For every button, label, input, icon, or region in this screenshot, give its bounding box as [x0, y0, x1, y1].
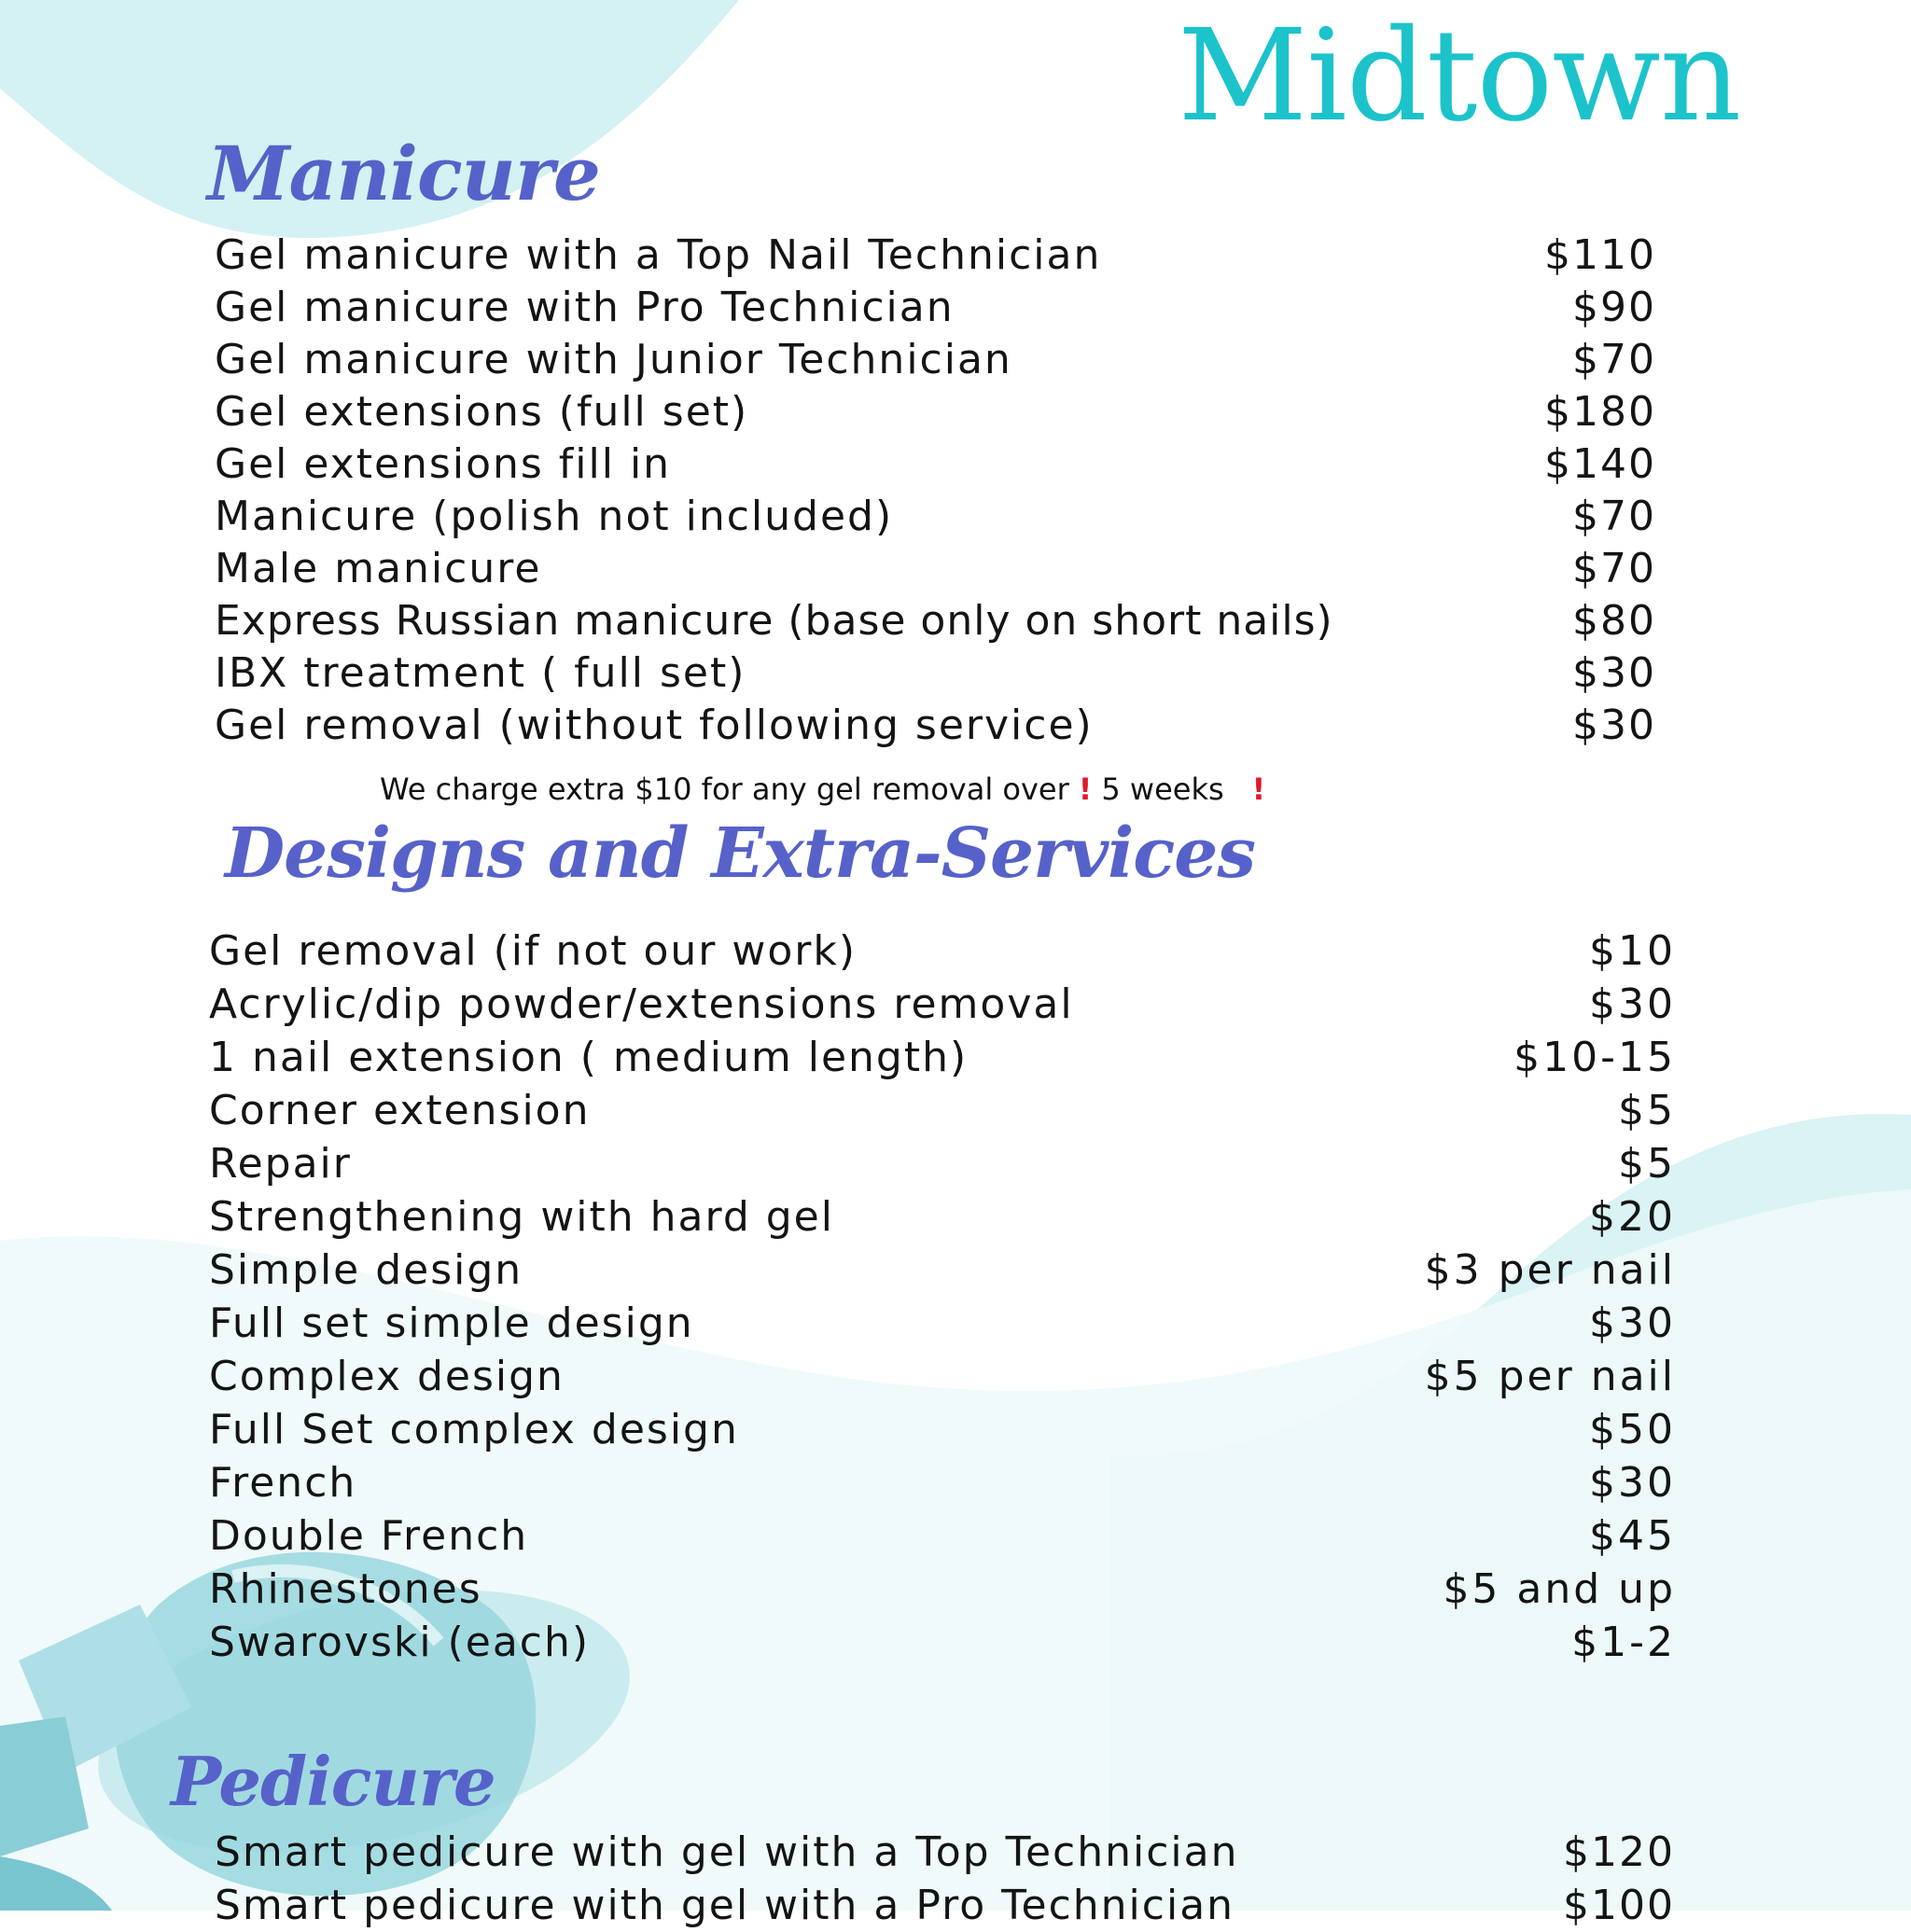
service-name: IBX treatment ( full set)	[215, 649, 746, 697]
list-item	[209, 1351, 1676, 1403]
service-price: $80	[1572, 597, 1656, 645]
pedicure-heading: Pedicure	[171, 1742, 495, 1821]
list-item	[215, 647, 1656, 700]
list-item	[215, 700, 1656, 752]
service-price: $5	[1618, 1087, 1676, 1134]
service-name: Double French	[209, 1512, 529, 1560]
service-price: $20	[1589, 1193, 1676, 1241]
list-item	[209, 1298, 1676, 1350]
list-item	[209, 1617, 1676, 1669]
manicure-heading: Manicure	[207, 130, 600, 217]
service-price: $1-2	[1571, 1619, 1676, 1666]
service-name: Corner extension	[209, 1087, 591, 1134]
service-price: $100	[1563, 1882, 1675, 1929]
service-price: $30	[1589, 1300, 1676, 1347]
list-item	[209, 1138, 1676, 1190]
service-name: Strengthening with hard gel	[209, 1193, 834, 1241]
list-item	[215, 438, 1656, 491]
service-name: Smart pedicure with gel with a Top Technician	[215, 1828, 1239, 1876]
service-name: Gel removal (without following service)	[215, 702, 1094, 749]
designs-heading: Designs and Extra-Services	[225, 813, 1256, 894]
service-name: Gel extensions (full set)	[215, 388, 749, 436]
service-price: $180	[1544, 388, 1656, 436]
service-price: $45	[1589, 1512, 1676, 1560]
note-text: We charge extra $10 for any gel removal over	[380, 771, 1069, 807]
exclamation-icon: !	[1251, 771, 1266, 807]
service-price: $30	[1572, 702, 1656, 749]
service-price: $30	[1572, 649, 1656, 697]
service-name: Gel manicure with Junior Technician	[215, 336, 1012, 383]
service-name: Smart pedicure with gel with a Pro Technician	[215, 1882, 1235, 1929]
service-name: Gel extensions fill in	[215, 440, 672, 488]
service-name: French	[209, 1459, 357, 1507]
exclamation-icon: !	[1078, 771, 1093, 807]
service-price: $140	[1544, 440, 1656, 488]
list-item	[209, 1457, 1676, 1509]
list-item	[209, 1191, 1676, 1244]
service-price: $110	[1544, 231, 1656, 279]
service-price: $120	[1563, 1828, 1675, 1876]
service-name: Repair	[209, 1140, 352, 1188]
list-item	[215, 1827, 1675, 1879]
service-name: Male manicure	[215, 545, 542, 592]
service-price: $5	[1618, 1140, 1676, 1188]
gel-removal-note	[380, 767, 1275, 812]
service-name: Acrylic/dip powder/extensions removal	[209, 980, 1074, 1028]
list-item	[215, 1880, 1675, 1932]
service-name: Full Set complex design	[209, 1406, 739, 1453]
list-item	[209, 1244, 1676, 1297]
service-price: $30	[1589, 1459, 1676, 1507]
service-price: $5 per nail	[1424, 1353, 1676, 1400]
service-price: $70	[1572, 545, 1656, 592]
list-item	[209, 979, 1676, 1031]
service-price: $30	[1589, 980, 1676, 1028]
list-item	[209, 1085, 1676, 1137]
service-price: $5 and up	[1443, 1565, 1676, 1613]
note-weeks: 5 weeks	[1101, 771, 1224, 807]
service-name: Express Russian manicure (base only on short nails)	[215, 597, 1333, 645]
service-name: Gel manicure with Pro Technician	[215, 284, 955, 331]
service-price: $10	[1589, 927, 1676, 975]
list-item	[215, 491, 1656, 543]
list-item	[209, 1404, 1676, 1456]
service-name: Gel removal (if not our work)	[209, 927, 858, 975]
service-price: $70	[1572, 336, 1656, 383]
service-price: $10-15	[1513, 1034, 1676, 1081]
list-item	[209, 1510, 1676, 1563]
list-item	[209, 925, 1676, 978]
list-item	[215, 543, 1656, 595]
service-name: Full set simple design	[209, 1300, 694, 1347]
page-title: Midtown	[1178, 3, 1741, 150]
list-item	[209, 1032, 1676, 1084]
service-price: $50	[1589, 1406, 1676, 1453]
service-price: $3 per nail	[1424, 1246, 1676, 1294]
service-price: $90	[1572, 284, 1656, 331]
list-item	[209, 1564, 1676, 1616]
service-name: Simple design	[209, 1246, 523, 1294]
list-item	[215, 282, 1656, 334]
service-name: Rhinestones	[209, 1565, 482, 1613]
service-name: Manicure (polish not included)	[215, 493, 894, 540]
list-item	[215, 334, 1656, 386]
service-name: Complex design	[209, 1353, 565, 1400]
service-price: $70	[1572, 493, 1656, 540]
list-item	[215, 595, 1656, 647]
list-item	[215, 229, 1656, 282]
service-name: 1 nail extension ( medium length)	[209, 1034, 969, 1081]
list-item	[215, 386, 1656, 438]
service-name: Swarovski (each)	[209, 1619, 591, 1666]
service-name: Gel manicure with a Top Nail Technician	[215, 231, 1102, 279]
